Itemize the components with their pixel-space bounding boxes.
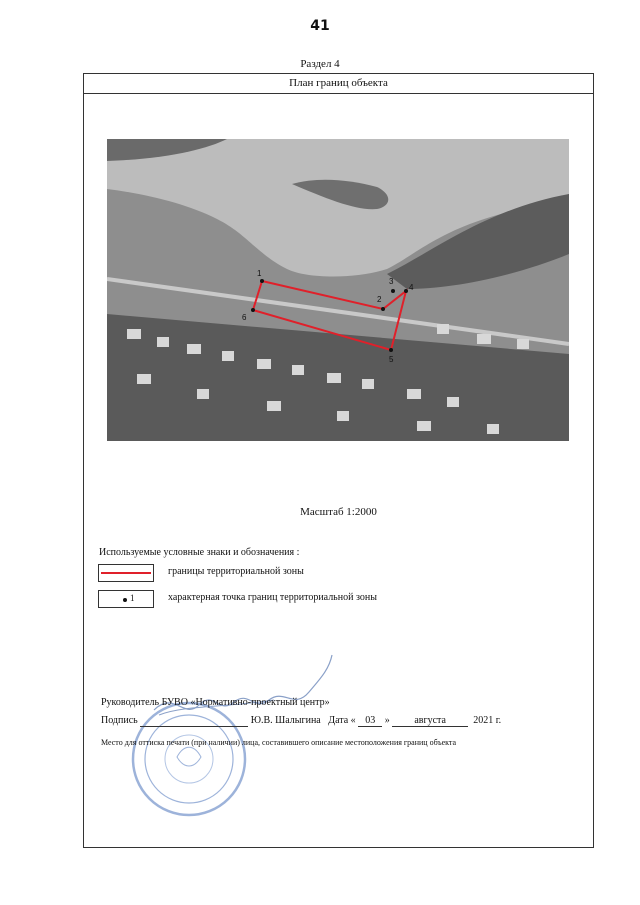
point-label-6: 6	[242, 313, 247, 322]
boundary-point-3	[391, 289, 395, 293]
boundary-point-5	[389, 348, 393, 352]
legend-text-boundary: границы территориальной зоны	[168, 566, 304, 577]
legend-title: Используемые условные знаки и обозначения :	[99, 547, 300, 558]
date-label: Дата «	[328, 715, 356, 726]
aerial-map	[107, 139, 569, 441]
signature-line	[101, 715, 501, 727]
date-day: 03	[358, 715, 382, 727]
date-month: августа	[392, 715, 468, 727]
boundary-point-1	[260, 279, 264, 283]
head-line: Руководитель БУВО «Нормативно-проектный центр»	[101, 697, 330, 708]
boundary-point-4	[404, 289, 408, 293]
legend-swatch-boundary	[98, 564, 154, 582]
boundary-point-6	[251, 308, 255, 312]
point-symbol-icon	[123, 598, 127, 602]
page-number: 41	[310, 18, 330, 34]
legend-point-number: 1	[130, 593, 135, 603]
legend-text-point: характерная точка границ территориальной зоны	[168, 592, 377, 603]
boundary-point-2	[381, 307, 385, 311]
section-label: Раздел 4	[300, 58, 340, 70]
plan-frame	[83, 73, 594, 848]
point-label-2: 2	[377, 295, 382, 304]
point-label-3: 3	[389, 277, 394, 286]
point-label-1: 1	[257, 269, 262, 278]
point-label-5: 5	[389, 355, 394, 364]
map-scale: Масштаб 1:2000	[300, 506, 377, 518]
stamp-note: Место для оттиска печати (при наличии) лица, составившего описание местоположения границ объекта	[101, 738, 457, 747]
sign-field	[140, 715, 248, 727]
date-mid: »	[384, 715, 390, 726]
point-label-4: 4	[409, 283, 414, 292]
sign-label: Подпись	[101, 715, 138, 726]
date-year: 2021 г.	[473, 715, 502, 726]
legend-swatch-point	[98, 590, 154, 608]
signer-name: Ю.В. Шалыгина	[250, 715, 321, 726]
plan-title: План границ объекта	[84, 74, 593, 94]
